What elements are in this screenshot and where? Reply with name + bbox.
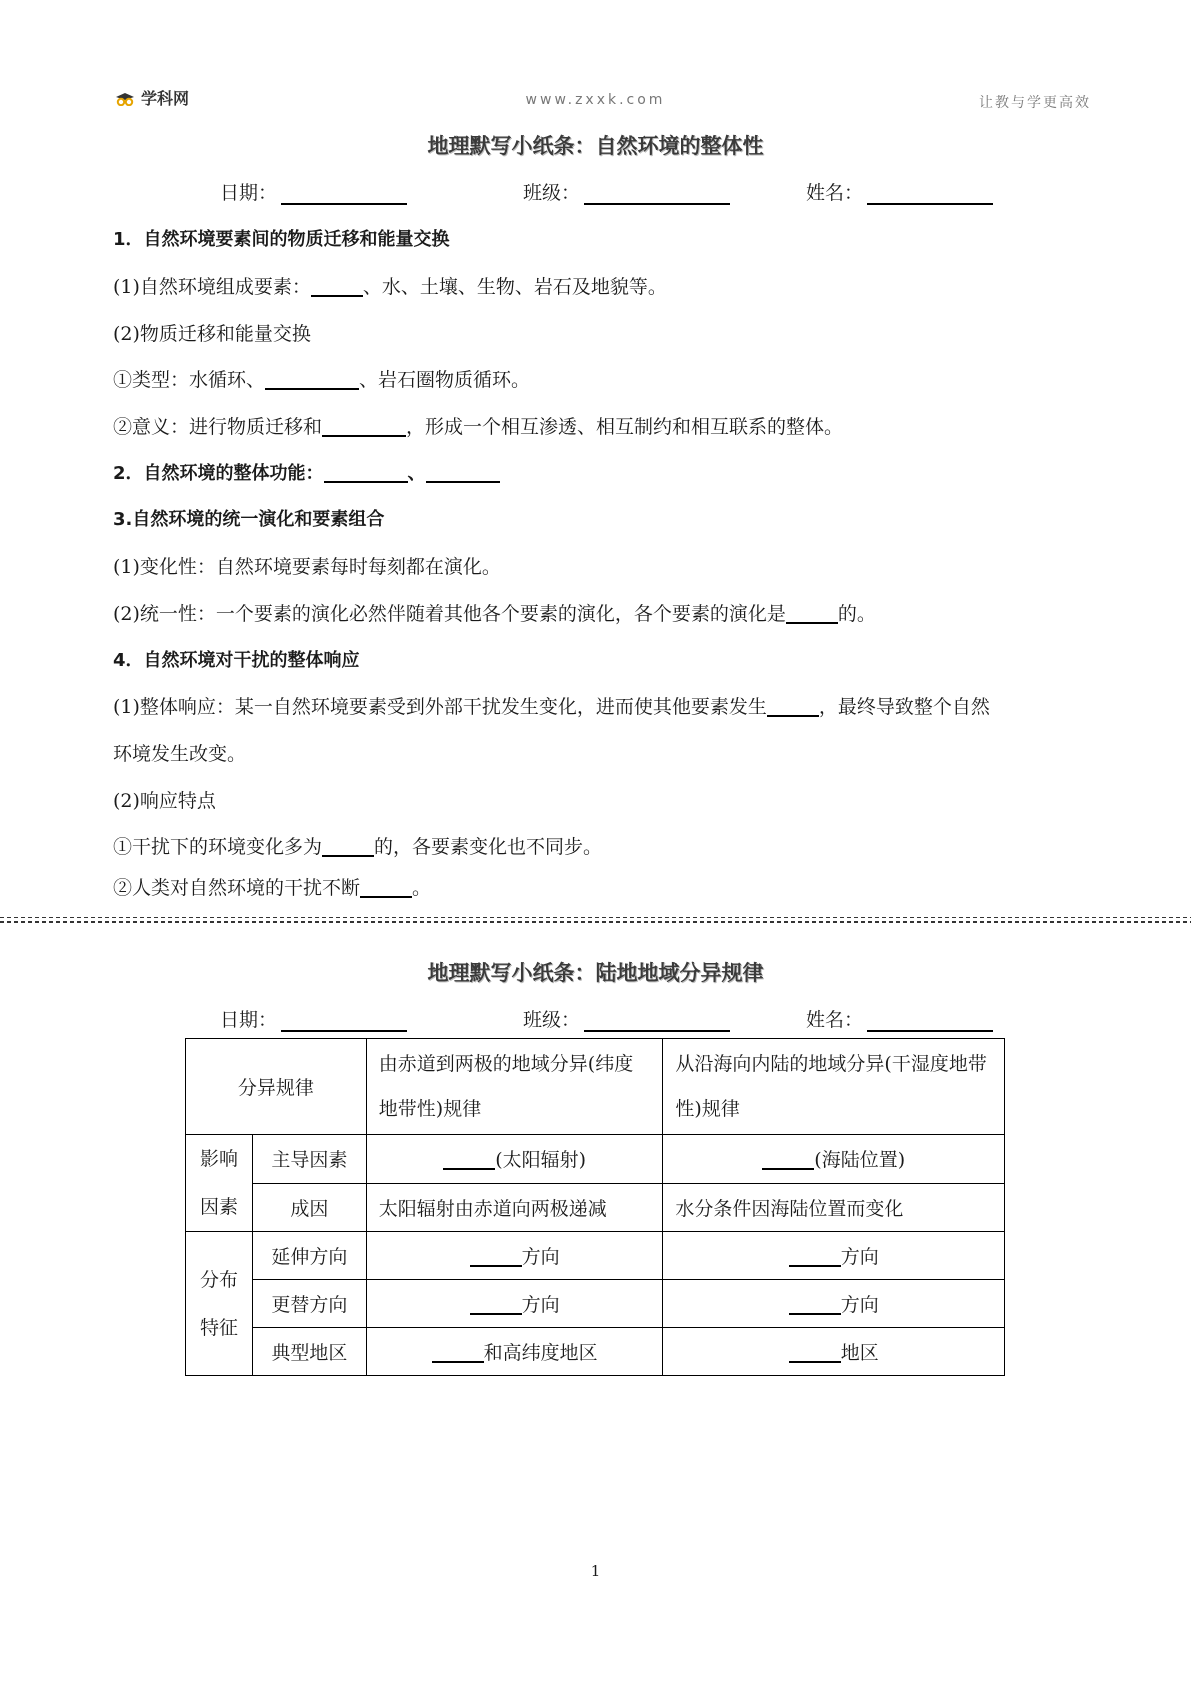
logo-text: 学科网	[141, 89, 190, 108]
name-field	[806, 178, 993, 205]
s1-line-4: ②意义：进行物质迁移和 ，形成一个相互渗透、相互制约和相互联系的整体。	[113, 416, 844, 438]
page-number: 1	[590, 1562, 601, 1580]
s4-line-1: (1)整体响应：某一自然环境要素受到外部干扰发生变化，进而使其他要素发生 ，最终导致整个自然	[113, 696, 990, 718]
sheet1-title: 地理默写小纸条：自然环境的整体性	[427, 134, 764, 158]
s4-line-3: ①干扰下的环境变化多为 的，各要素变化也不同步。	[113, 836, 603, 858]
s1-line-2: (2)物质迁移和能量交换	[113, 323, 311, 345]
blank[interactable]	[470, 1245, 522, 1267]
name-label: 姓名：	[806, 182, 864, 204]
section-4-heading: 4．自然环境对干扰的整体响应	[113, 650, 360, 671]
blank[interactable]	[265, 368, 359, 390]
name-blank[interactable]	[867, 181, 993, 205]
group-influence-cell: 影响 因素	[186, 1135, 253, 1232]
row-label: 更替方向	[252, 1280, 366, 1328]
header-url: www.zxxk.com	[525, 92, 666, 108]
table-cell: 太阳辐射由赤道向两极递减	[366, 1183, 663, 1232]
header-rule-cell: 分异规律	[186, 1039, 367, 1135]
section-3-heading: 3.自然环境的统一演化和要素组合	[113, 509, 385, 530]
sheet2-title: 地理默写小纸条：陆地地域分异规律	[427, 961, 764, 985]
date-blank[interactable]	[281, 1008, 407, 1032]
cut-line-divider	[0, 917, 1191, 923]
blank[interactable]	[470, 1293, 522, 1315]
table-header-row	[186, 1039, 1005, 1135]
class-field-2	[523, 1005, 730, 1032]
section-1-heading: 1．自然环境要素间的物质迁移和能量交换	[113, 229, 450, 250]
blank[interactable]	[360, 876, 412, 898]
blank[interactable]	[789, 1293, 841, 1315]
blank[interactable]	[789, 1341, 841, 1363]
table-cell: 方向	[366, 1232, 663, 1280]
table-cell: 和高纬度地区	[366, 1328, 663, 1376]
table-cell: 方向	[663, 1232, 1005, 1280]
blank[interactable]	[789, 1245, 841, 1267]
class-blank[interactable]	[584, 181, 730, 205]
blank[interactable]	[324, 461, 408, 483]
blank[interactable]	[432, 1341, 484, 1363]
class-label: 班级：	[523, 182, 581, 204]
class-blank[interactable]	[584, 1008, 730, 1032]
name-field-2	[806, 1005, 993, 1032]
row-label: 延伸方向	[252, 1232, 366, 1280]
group-distribution-cell: 分布 特征	[186, 1232, 253, 1376]
s3-line-2: (2)统一性：一个要素的演化必然伴随着其他各个要素的演化，各个要素的演化是 的。	[113, 603, 876, 625]
table-cell: (太阳辐射)	[366, 1135, 663, 1184]
s4-line-4: ②人类对自然环境的干扰不断 。	[113, 877, 432, 899]
blank[interactable]	[311, 275, 363, 297]
blank[interactable]	[443, 1148, 495, 1170]
s4-line-1-cont: 环境发生改变。	[113, 743, 247, 765]
table-row	[186, 1232, 1005, 1280]
header-latitudinal-cell: 由赤道到两极的地域分异(纬度地带性)规律	[366, 1039, 663, 1135]
class-field	[523, 178, 730, 205]
table-cell: (海陆位置)	[663, 1135, 1005, 1184]
table-row	[186, 1280, 1005, 1328]
table-cell: 水分条件因海陆位置而变化	[663, 1183, 1005, 1232]
blank[interactable]	[426, 461, 500, 483]
s1-line-3: ①类型：水循环、 、岩石圈物质循环。	[113, 369, 531, 391]
table-cell: 地区	[663, 1328, 1005, 1376]
blank[interactable]	[762, 1148, 814, 1170]
blank[interactable]	[786, 602, 838, 624]
row-label: 成因	[252, 1183, 366, 1232]
blank[interactable]	[767, 695, 819, 717]
table-row	[186, 1183, 1005, 1232]
s1-line-1: (1)自然环境组成要素： 、水、土壤、生物、岩石及地貌等。	[113, 276, 667, 298]
date-label: 日期：	[220, 1009, 278, 1031]
date-field-2	[220, 1005, 407, 1032]
header-longitudinal-cell: 从沿海向内陆的地域分异(干湿度地带性)规律	[663, 1039, 1005, 1135]
name-label: 姓名：	[806, 1009, 864, 1031]
blank[interactable]	[322, 415, 406, 437]
s4-line-2: (2)响应特点	[113, 790, 216, 812]
table-cell: 方向	[366, 1280, 663, 1328]
zonation-table	[185, 1038, 1005, 1376]
table-row	[186, 1328, 1005, 1376]
row-label: 典型地区	[252, 1328, 366, 1376]
row-label: 主导因素	[252, 1135, 366, 1184]
section-2-heading: 2．自然环境的整体功能： 、	[113, 459, 500, 485]
date-blank[interactable]	[281, 181, 407, 205]
table-row	[186, 1135, 1005, 1184]
header-slogan: 让教与学更高效	[979, 95, 1091, 111]
blank[interactable]	[322, 835, 374, 857]
s3-line-1: (1)变化性：自然环境要素每时每刻都在演化。	[113, 556, 501, 578]
date-label: 日期：	[220, 182, 278, 204]
name-blank[interactable]	[867, 1008, 993, 1032]
date-field	[220, 178, 407, 205]
class-label: 班级：	[523, 1009, 581, 1031]
table-cell: 方向	[663, 1280, 1005, 1328]
